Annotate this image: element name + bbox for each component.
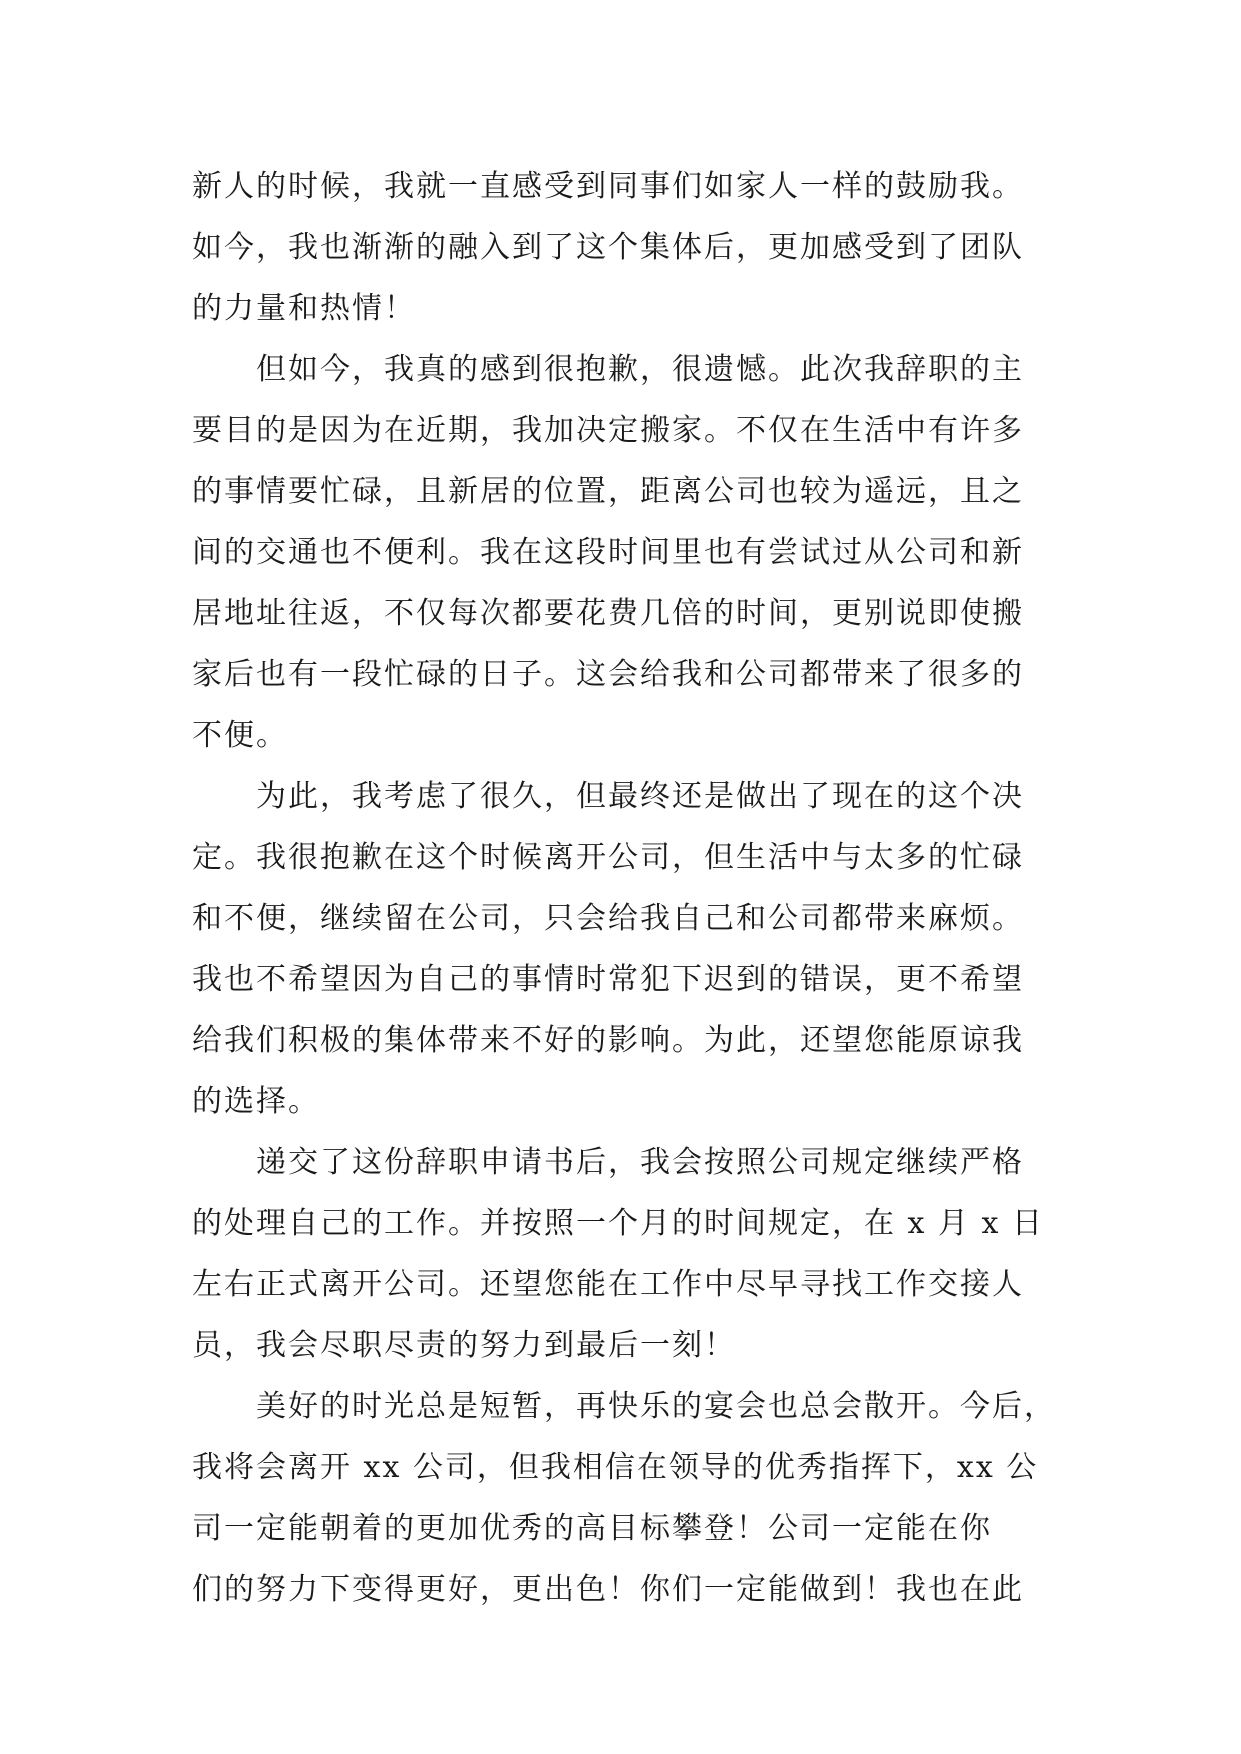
text-line: 要目的是因为在近期，我加决定搬家。不仅在生活中有许多 bbox=[192, 413, 1024, 448]
text-line: 递交了这份辞职申请书后，我会按照公司规定继续严格 bbox=[256, 1145, 1024, 1180]
text-line: 们的努力下变得更好，更出色！你们一定能做到！我也在此 bbox=[192, 1572, 1024, 1607]
text-line: 左右正式离开公司。还望您能在工作中尽早寻找工作交接人 bbox=[192, 1267, 1024, 1302]
text-line: 美好的时光总是短暂，再快乐的宴会也总会散开。今后， bbox=[256, 1389, 1056, 1424]
text-line: 给我们积极的集体带来不好的影响。为此，还望您能原谅我 bbox=[192, 1023, 1024, 1058]
text-line: 如今，我也渐渐的融入到了这个集体后，更加感受到了团队 bbox=[192, 230, 1024, 265]
text-line: 但如今，我真的感到很抱歉，很遗憾。此次我辞职的主 bbox=[256, 352, 1024, 387]
document-body bbox=[192, 156, 1072, 1620]
text-line: 的处理自己的工作。并按照一个月的时间规定，在 x 月 x 日 bbox=[192, 1206, 1044, 1241]
text-line: 和不便，继续留在公司，只会给我自己和公司都带来麻烦。 bbox=[192, 901, 1024, 936]
text-line: 定。我很抱歉在这个时候离开公司，但生活中与太多的忙碌 bbox=[192, 840, 1024, 875]
text-line: 的选择。 bbox=[192, 1084, 320, 1119]
text-line: 家后也有一段忙碌的日子。这会给我和公司都带来了很多的 bbox=[192, 657, 1024, 692]
text-line: 的事情要忙碌，且新居的位置，距离公司也较为遥远，且之 bbox=[192, 474, 1024, 509]
text-line: 司一定能朝着的更加优秀的高目标攀登！公司一定能在你 bbox=[192, 1511, 992, 1546]
text-line: 员，我会尽职尽责的努力到最后一刻！ bbox=[192, 1328, 736, 1363]
text-line: 不便。 bbox=[192, 718, 288, 753]
text-line: 新人的时候，我就一直感受到同事们如家人一样的鼓励我。 bbox=[192, 169, 1024, 204]
text-line: 我也不希望因为自己的事情时常犯下迟到的错误，更不希望 bbox=[192, 962, 1024, 997]
text-line: 的力量和热情！ bbox=[192, 291, 416, 326]
text-line: 我将会离开 xx 公司，但我相信在领导的优秀指挥下，xx 公 bbox=[192, 1450, 1039, 1485]
text-line: 为此，我考虑了很久，但最终还是做出了现在的这个决 bbox=[256, 779, 1024, 814]
text-line: 间的交通也不便利。我在这段时间里也有尝试过从公司和新 bbox=[192, 535, 1024, 570]
text-line: 居地址往返，不仅每次都要花费几倍的时间，更别说即使搬 bbox=[192, 596, 1024, 631]
